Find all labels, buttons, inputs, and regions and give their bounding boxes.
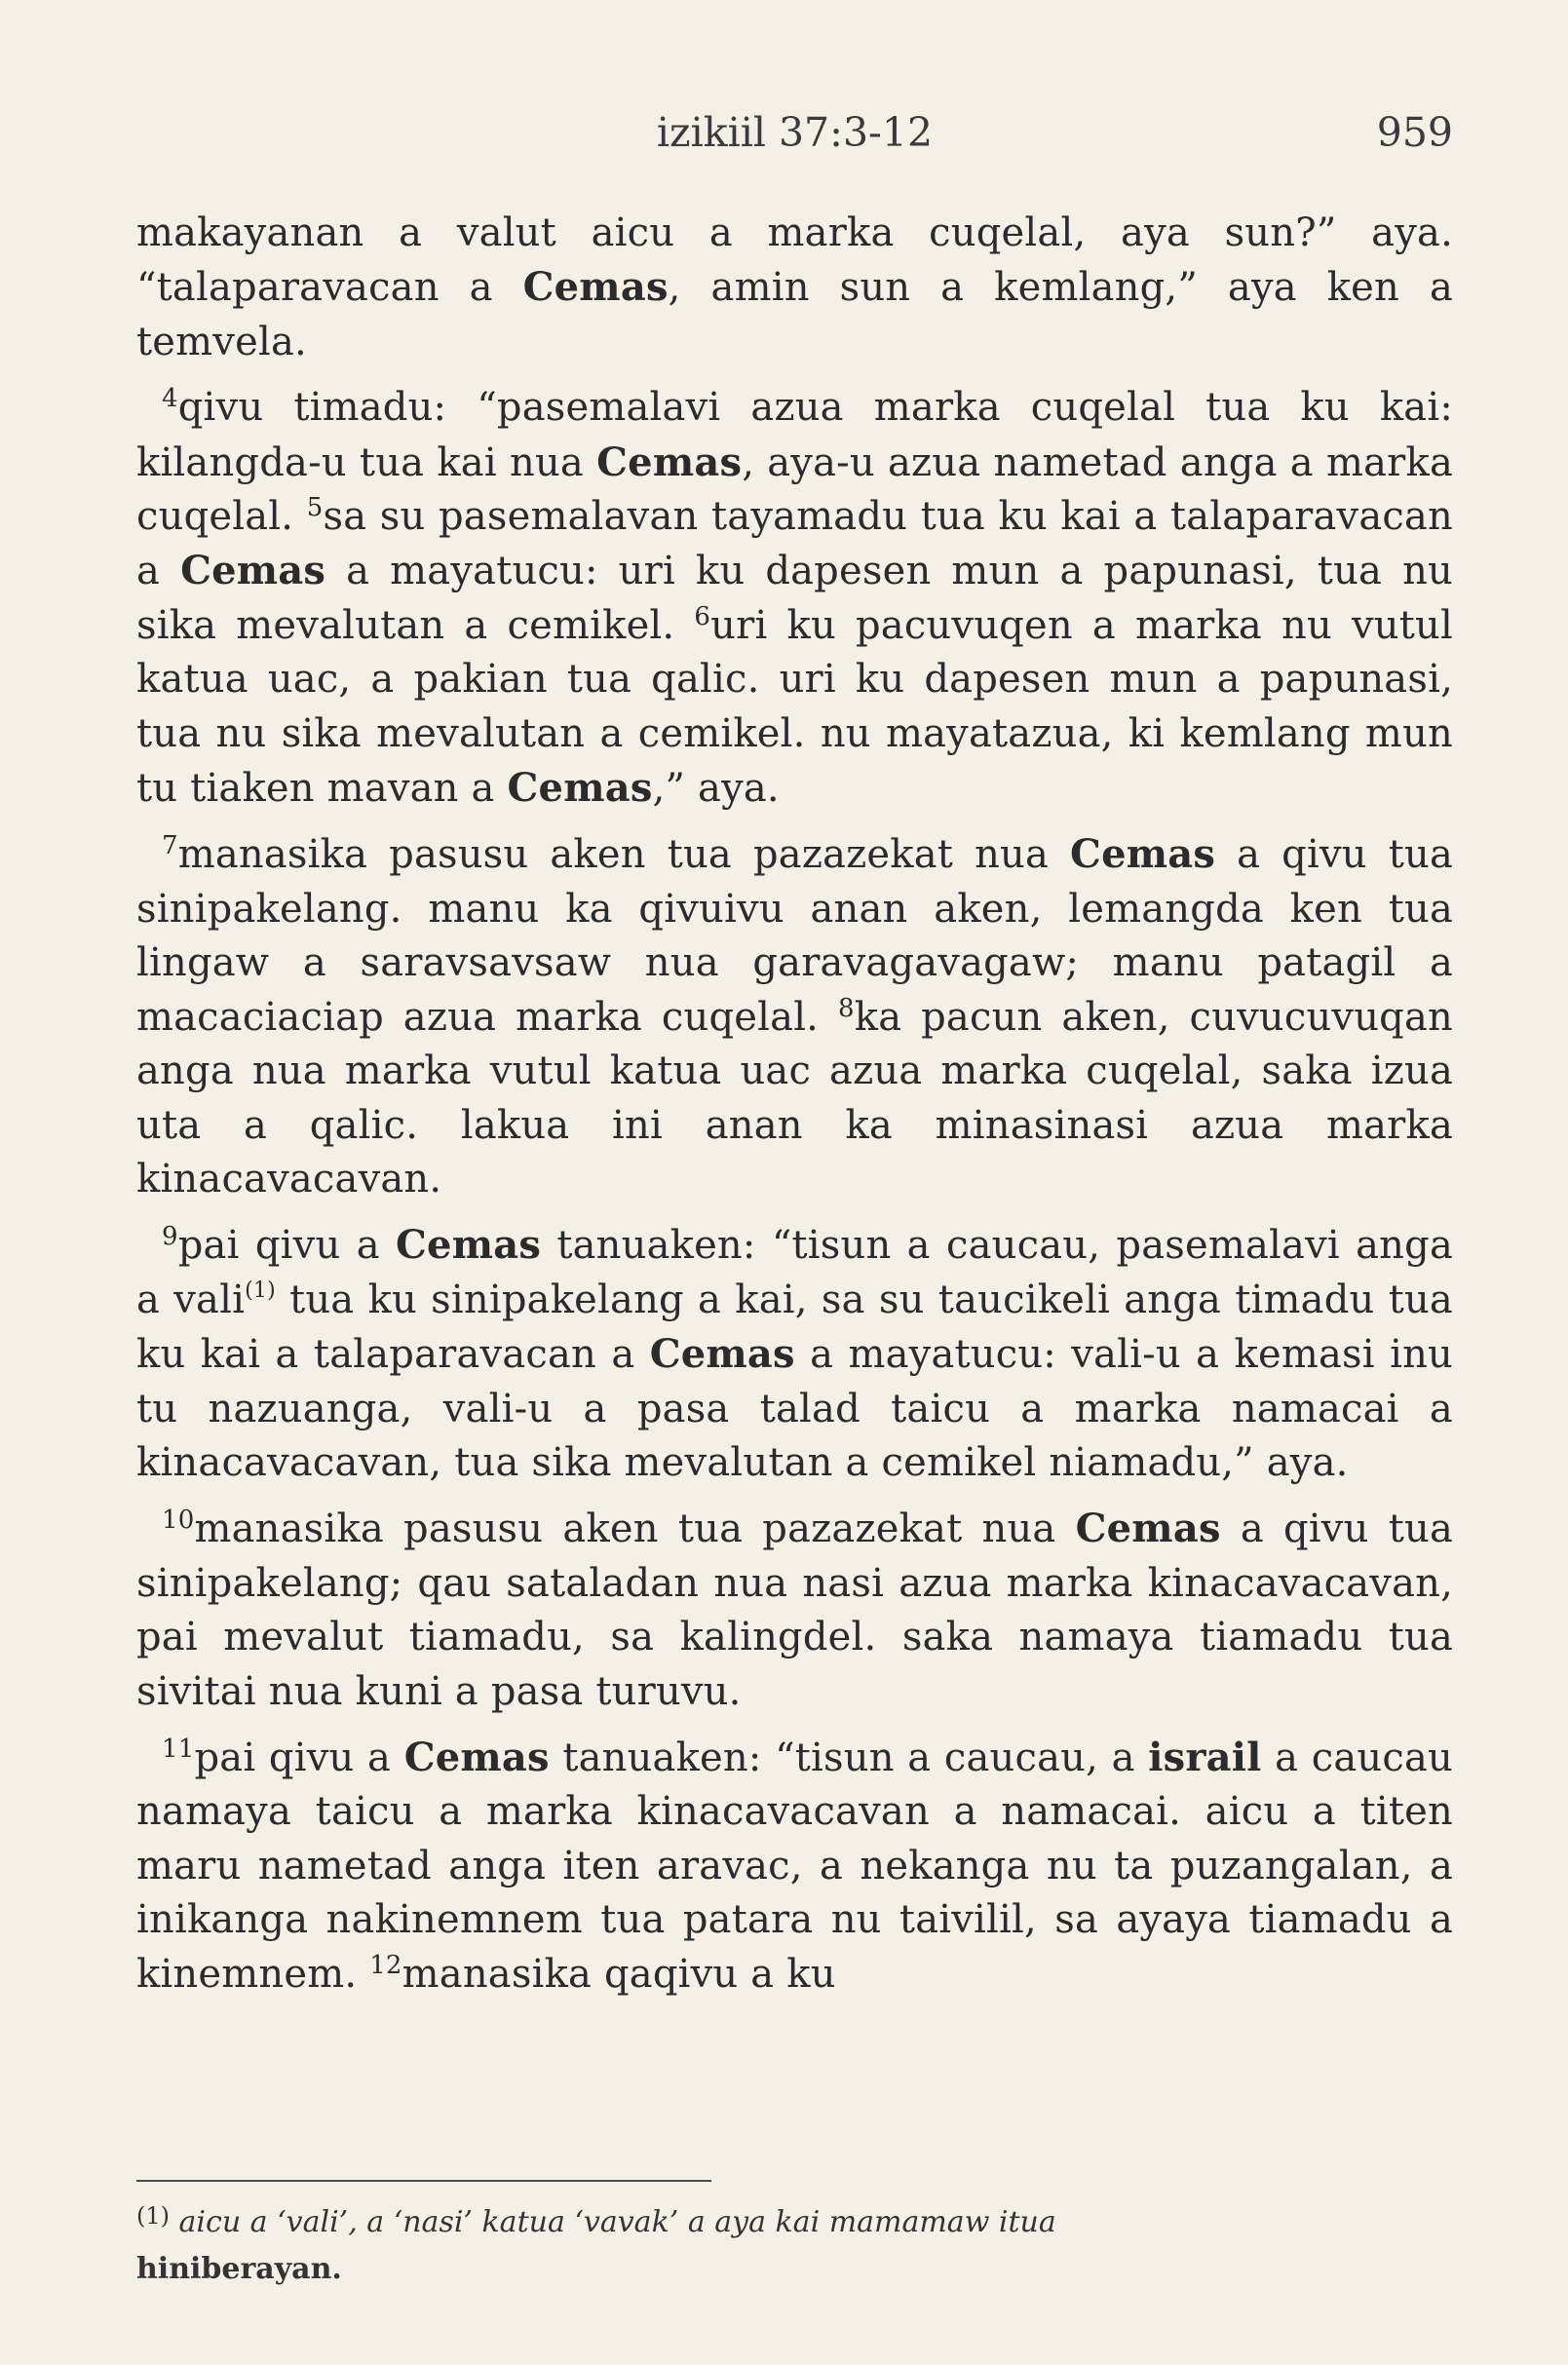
bold-term: Cemas	[180, 548, 326, 594]
footnote-text: aicu a ‘vali’, a ‘nasi’ katua ‘vavak’ a aya kai mamamaw itua	[178, 2205, 1056, 2239]
footnote-divider	[136, 2180, 711, 2182]
bold-term: Cemas	[1075, 1506, 1221, 1552]
text-run: makayanan a valut aicu a marka cuqelal, aya sun?” aya. “talaparavacan a	[136, 210, 1453, 311]
text-run: a qivu tua sinipakelang. manu ka qivuivu anan aken, lemangda ken tua lingaw a saravsavsaw nua garavagavagaw; manu patagil a macaciaciap azua marka cuqelal.	[136, 832, 1453, 1040]
footnote-end: hiniberayan.	[136, 2252, 342, 2286]
text-run: uri ku pacuvuqen a marka nu vutul katua uac, a pakian tua qalic. uri ku dapesen mun a papunasi, tua nu sika mevalutan a cemikel. nu mayatazua, ki kemlang mun tu tiaken mavan a	[136, 602, 1453, 812]
paragraph-2	[136, 827, 1453, 1206]
paragraph-5	[136, 1731, 1453, 2002]
text-run: ,” aya.	[652, 766, 780, 812]
verse-number: 12	[369, 1950, 402, 1980]
footnote-number: (1)	[136, 2202, 170, 2230]
verse-number: 11	[162, 1734, 195, 1764]
text-run: a mayatucu: vali-u a kemasi inu tu nazuanga, vali-u a pasa talad taicu a marka namacai a kinacavacavan, tua sika mevalutan a cemikel niamadu,” aya.	[136, 1332, 1453, 1485]
bold-term: Cemas	[1070, 831, 1216, 878]
text-run: tua ku sinipakelang a kai, sa su taucikeli anga timadu tua ku kai a talaparavacan a	[136, 1277, 1453, 1378]
text-run: a caucau namaya taicu a marka kinacavacavan a namacai. aicu a titen maru nametad anga iten aravac, a nekanga nu ta puzangalan, a inikanga nakinemnem tua patara nu taivilil, sa ayaya tiamadu a kinemnem.	[136, 1735, 1454, 1997]
text-run: manasika pasusu aken tua pazazekat nua	[194, 1507, 1076, 1552]
text-run: , aya-u azua nametad anga a marka cuqelal.	[136, 439, 1453, 540]
page-number: 959	[1376, 109, 1453, 156]
verse-number: 7	[162, 831, 178, 861]
page-header	[136, 109, 1453, 168]
bold-term: Cemas	[403, 1734, 550, 1780]
text-run: a mayatucu: uri ku dapesen mun a papunasi, tua nu sika mevalutan a cemikel.	[136, 549, 1453, 648]
bold-term: Cemas	[507, 765, 653, 812]
paragraph-3	[136, 1218, 1453, 1490]
paragraph-4	[136, 1502, 1453, 1719]
verse-number: 4	[162, 384, 178, 414]
verse-number: 5	[306, 493, 324, 523]
text-run: sa su pasemalavan tayamadu tua ku kai a talaparavacan a	[136, 494, 1453, 594]
text-run: ka pacun aken, cuvucuvuqan anga nua marka vutul katua uac azua marka cuqelal, saka izua uta a qalic. lakua ini anan ka minasinasi azua marka kinacavacavan.	[136, 994, 1453, 1202]
paragraph-1	[136, 381, 1453, 816]
text-run: pai qivu a	[177, 1223, 397, 1269]
bold-term: israil	[1148, 1734, 1262, 1780]
bold-term: Cemas	[396, 1222, 542, 1269]
text-body	[136, 207, 1453, 2013]
text-run: , amin sun a kemlang,” aya ken a temvela.	[136, 265, 1453, 364]
verse-number: 6	[694, 601, 711, 631]
footnote	[136, 2193, 1453, 2293]
verse-number: 8	[838, 993, 855, 1023]
verse-number: 10	[162, 1506, 195, 1536]
text-run: a qivu tua sinipakelang; qau sataladan nua nasi azua marka kinacavacavan, pai mevalut tiamadu, sa kalingdel. saka namaya tiamadu tua sivitai nua kuni a pasa turuvu.	[136, 1507, 1453, 1714]
verse-number: 9	[162, 1222, 178, 1252]
bold-term: Cemas	[522, 264, 669, 311]
text-run: manasika qaqivu a ku	[402, 1951, 836, 1997]
bold-term: Cemas	[596, 439, 743, 485]
paragraph-0	[136, 207, 1453, 369]
text-run: manasika pasusu aken tua pazazekat nua	[177, 832, 1071, 878]
footnote-reference: (1)	[245, 1278, 276, 1303]
text-run: tanuaken: “tisun a caucau, a	[549, 1735, 1149, 1780]
running-title: izikiil 37:3-12	[656, 109, 934, 156]
bold-term: Cemas	[649, 1331, 795, 1378]
text-run: tanuaken: “tisun a caucau, pasemalavi anga a vali	[136, 1223, 1453, 1322]
text-run: qivu timadu: “pasemalavi azua marka cuqelal tua ku kai: kilangda-u tua kai nua	[136, 385, 1453, 485]
text-run: pai qivu a	[194, 1735, 404, 1780]
